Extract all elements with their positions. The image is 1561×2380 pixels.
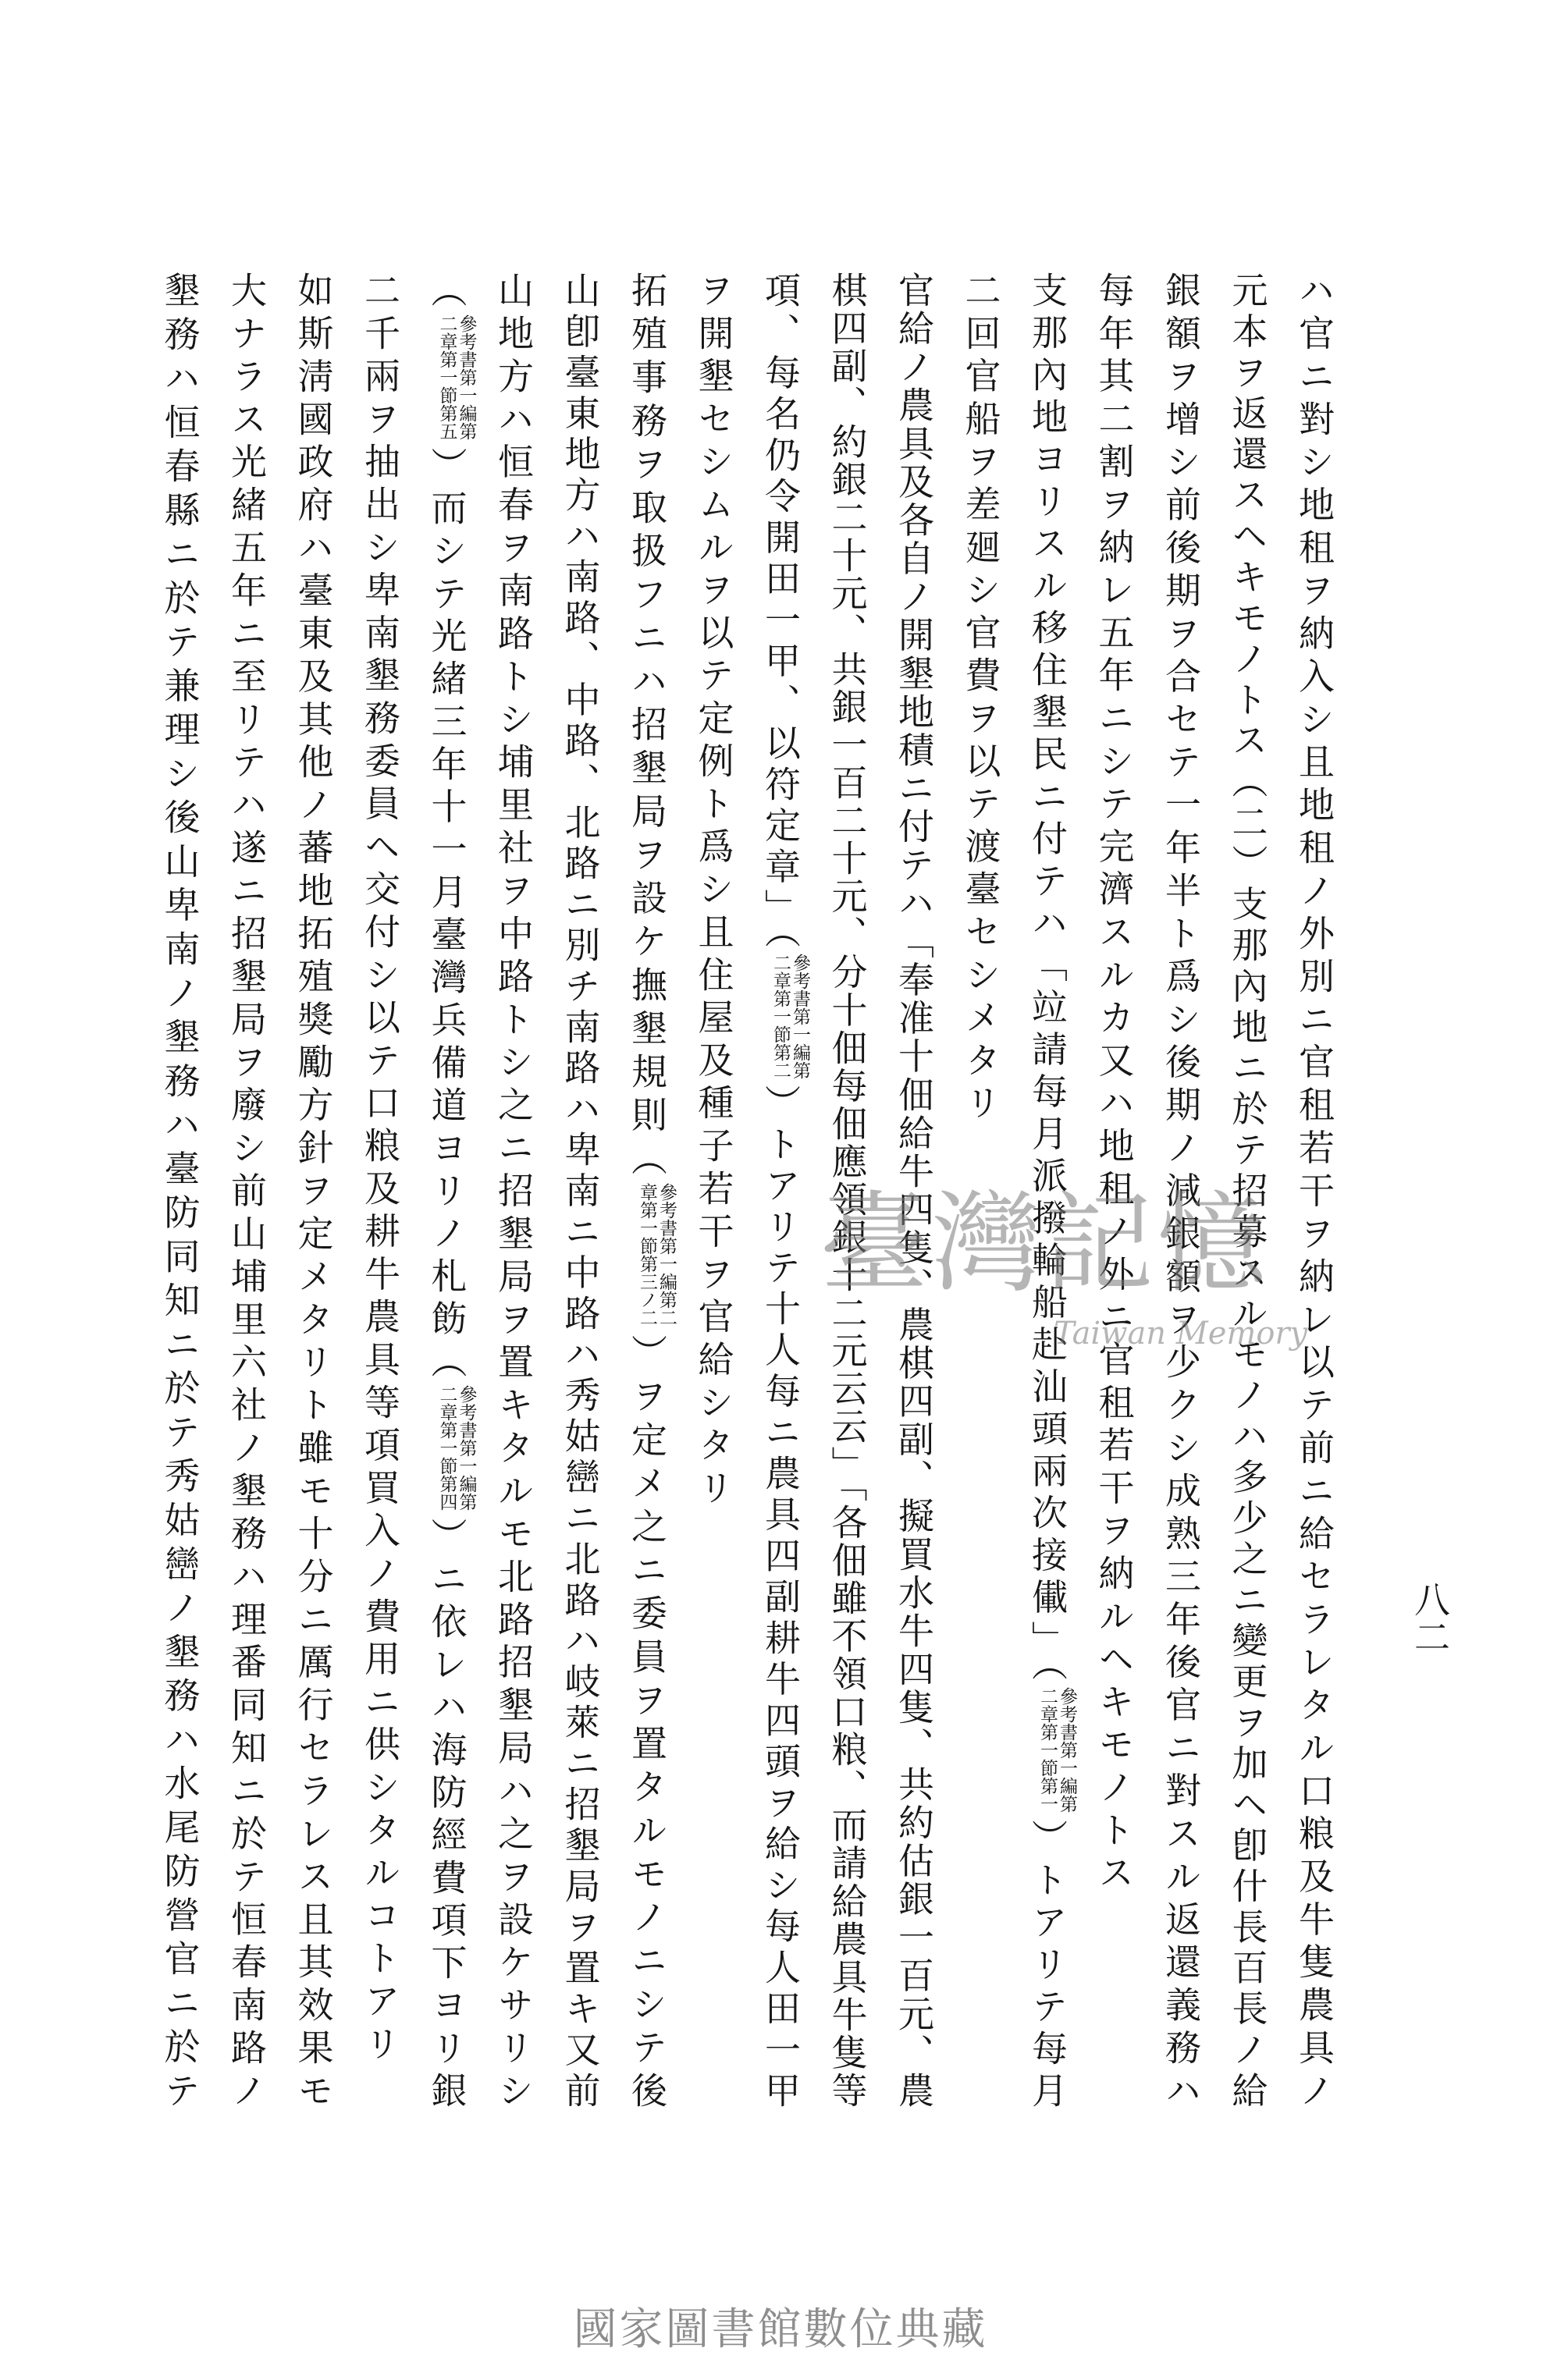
reference-note-open: （	[425, 1342, 468, 1385]
column-text: 支那內地ヨリスル移住墾民ニ付テハ「竝請每月派撥輪船赴汕頭兩次接儎」	[1026, 272, 1069, 1663]
reference-note-open: （	[425, 272, 468, 314]
column-text: 官給ノ農具及各自ノ開墾地積ニ付テハ「奉准十佃給牛四隻、農棋四副、擬買水牛四隻、共約估銀一百元、農	[893, 272, 935, 2108]
text-column-16	[279, 272, 347, 2108]
column-text: ハ官ニ對シ地租ヲ納入シ且地租ノ外別ニ官租若干ヲ納レ以テ前ニ給セラレタル口粮及牛隻農具ノ	[1293, 272, 1335, 2108]
text-column-05	[1014, 272, 1081, 2108]
reference-note-line: 章第一節第三ノ二	[637, 1182, 657, 1327]
column-text: トアリテ十人每ニ農具四副耕牛四頭ヲ給シ每人田一甲	[759, 1125, 802, 2108]
reference-note-open: （	[1026, 1662, 1069, 1687]
watermark-title: 臺灣記憶	[820, 1181, 1270, 1308]
body-text	[146, 272, 1347, 2108]
text-column-18	[146, 272, 213, 2108]
reference-note-close: ）	[1026, 1812, 1069, 1861]
reference-note	[437, 314, 476, 440]
column-text: トアリテ每月	[1026, 1860, 1069, 2108]
reference-note-line: 參考書第一編第	[456, 314, 477, 440]
text-column-12	[546, 272, 613, 2108]
column-text: 棋四副、約銀二十元、共銀一百二十元、分十佃每佃應領銀十二元云云」「各佃雖不領口粮、而請給農具牛隻等	[826, 272, 869, 2108]
column-text: 元本ヲ返還スヘキモノトス（二）支那內地ニ於テ招募スルモノハ多少之ニ變更ヲ加ヘ卽什長百長ノ給	[1226, 272, 1269, 2108]
column-text: 而シテ光緒三年十一月臺灣兵備道ヨリノ札飭	[425, 489, 468, 1343]
reference-note-line: 二章第一節第一	[1037, 1686, 1058, 1813]
reference-note-close: ）	[425, 439, 468, 489]
reference-note-line: 二章第一節第二	[770, 953, 791, 1079]
text-column-09	[747, 272, 814, 2108]
column-text: ヲ開墾セシムルヲ以テ定例ト爲シ且住屋及種子若干ヲ官給シタリ	[692, 272, 735, 1512]
column-text: 拓殖事務ヲ取扱フニハ招墾局ヲ設ケ撫墾規則	[626, 272, 668, 1140]
text-column-07	[880, 272, 948, 2108]
text-column-15	[347, 272, 414, 2108]
column-text: 山卽臺東地方ハ南路、中路、北路ニ別チ南路ハ卑南ニ中路ハ秀姑巒ニ北路ハ岐萊ニ招墾局ヲ置キ又前	[559, 272, 602, 2108]
column-text: 墾務ハ恒春縣ニ於テ兼理シ後山卑南ノ墾務ハ臺防同知ニ於テ秀姑巒ノ墾務ハ水尾防營官ニ於テ	[158, 272, 201, 2108]
column-text: 銀額ヲ增シ前後期ヲ合セテ一年半ト爲シ後期ノ減銀額ヲ少クシ成熟三年後官ニ對スル返還義務ハ	[1160, 272, 1202, 2108]
column-text: 如斯淸國政府ハ臺東及其他ノ蕃地拓殖獎勵方針ヲ定メタリト雖モ十分ニ厲行セラレス且其效果モ	[292, 272, 335, 2108]
text-column-14	[413, 272, 480, 2108]
reference-note-close: ）	[425, 1510, 468, 1561]
text-column-02	[1214, 272, 1281, 2108]
reference-note-line: 參考書第一編第	[790, 953, 810, 1079]
page-number: 八二	[1409, 1581, 1451, 1656]
text-column-06	[947, 272, 1014, 2108]
reference-note-line: 二章第一節第五	[436, 314, 457, 440]
column-text: ヲ定メ之ニ委員ヲ置タルモノニシテ後	[626, 1377, 668, 2108]
reference-note-open: （	[626, 1139, 668, 1183]
column-text: 山地方ハ恒春ヲ南路トシ埔里社ヲ中路トシ之ニ招墾局ヲ置キタルモ北路招墾局ハ之ヲ設ケサリシ	[492, 272, 535, 2108]
reference-note	[1037, 1687, 1076, 1813]
text-column-10	[680, 272, 747, 2108]
text-column-11	[613, 272, 681, 2108]
reference-note	[637, 1183, 676, 1327]
text-column-13	[480, 272, 547, 2108]
reference-note-line: 參考書第一編第	[456, 1384, 477, 1511]
reference-note-line: 參考書第一編第二	[656, 1182, 677, 1327]
reference-note-line: 參考書第一編第	[1057, 1686, 1077, 1813]
column-text: 大ナラス光緒五年ニ至リテハ遂ニ招墾局ヲ廢シ前山埔里六社ノ墾務ハ理番同知ニ於テ恒春南路ノ	[226, 272, 268, 2108]
reference-note	[437, 1385, 476, 1511]
watermark-subtitle: Taiwan Memory	[1054, 1316, 1308, 1352]
column-text: 每年其二割ヲ納レ五年ニシテ完濟スルカ又ハ地租ノ外ニ官租若干ヲ納ルヘキモノトス	[1093, 272, 1136, 1897]
reference-note	[770, 954, 809, 1079]
text-column-01	[1281, 272, 1348, 2108]
column-text: ニ依レハ海防經費項下ヨリ銀	[425, 1560, 468, 2108]
reference-note-close: ）	[759, 1078, 802, 1126]
text-column-17	[213, 272, 280, 2108]
column-text: 二回官船ヲ差廻シ官費ヲ以テ渡臺セシメタリ	[959, 272, 1002, 1127]
archive-footer: 國家圖書館數位典藏	[573, 2304, 988, 2355]
column-text: 二千兩ヲ抽出シ卑南墾務委員ヘ交付シ以テ口粮及耕牛農具等項買入ノ費用ニ供シタルコトアリ	[359, 272, 401, 2068]
reference-note-open: （	[759, 929, 802, 954]
text-column-03	[1147, 272, 1214, 2108]
reference-note-close: ）	[626, 1326, 668, 1378]
text-column-08	[813, 272, 880, 2108]
reference-note-line: 二章第一節第四	[436, 1384, 457, 1511]
text-column-04	[1080, 272, 1147, 2108]
column-text: 項、每名仍令開田一甲、以符定章」	[759, 272, 802, 930]
